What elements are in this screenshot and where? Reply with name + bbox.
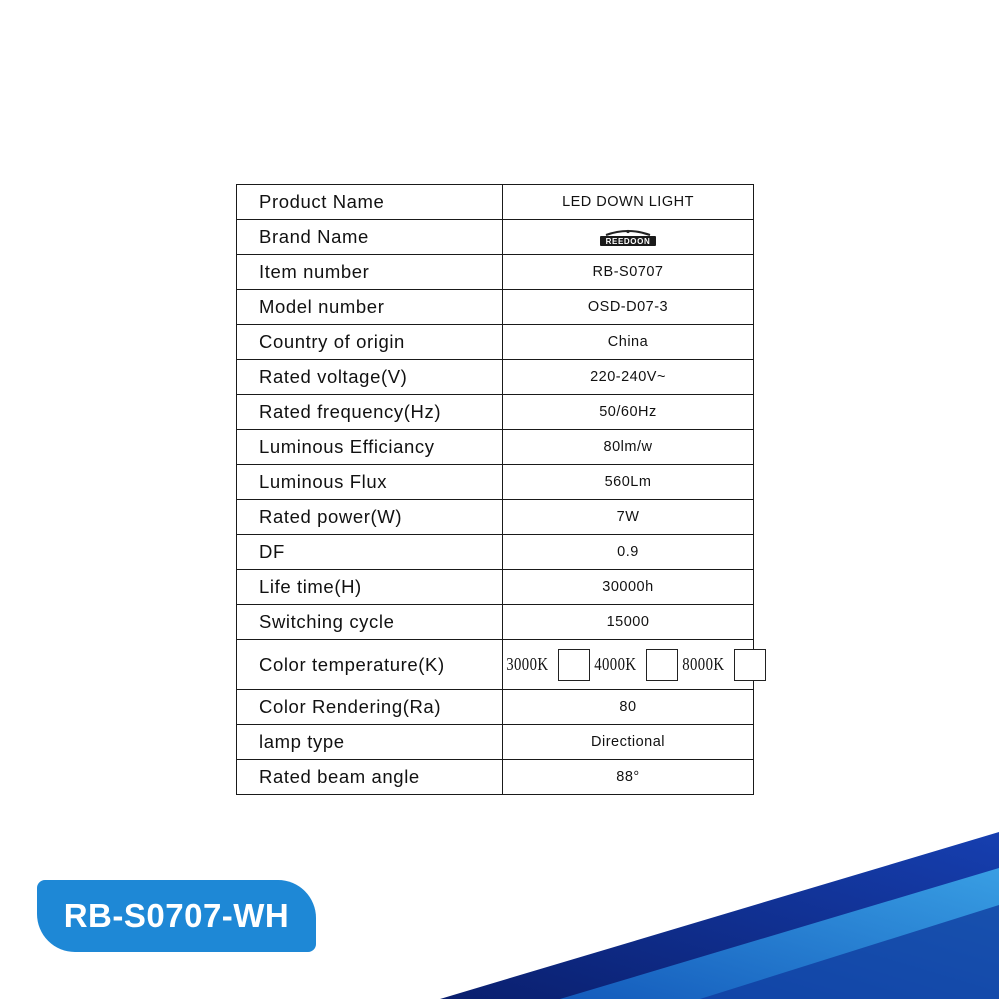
spec-row-model-number — [237, 290, 754, 325]
spec-value: 30000h — [503, 570, 754, 605]
spec-row-product-name — [237, 185, 754, 220]
spec-value: 15000 — [503, 605, 754, 640]
ct-checkbox — [734, 649, 766, 681]
spec-label: Item number — [237, 255, 503, 290]
spec-value: Directional — [503, 725, 754, 760]
spec-label: Brand Name — [237, 220, 503, 255]
spec-value: 80 — [503, 690, 754, 725]
ct-checkbox — [558, 649, 590, 681]
ct-checkbox — [646, 649, 678, 681]
spec-value: 0.9 — [503, 535, 754, 570]
spec-row-country — [237, 325, 754, 360]
spec-value: 7W — [503, 500, 754, 535]
spec-value: 88° — [503, 760, 754, 795]
spec-row-life-time — [237, 570, 754, 605]
spec-label: Life time(H) — [237, 570, 503, 605]
corner-shape-light — [560, 868, 999, 999]
spec-label: Country of origin — [237, 325, 503, 360]
brand-logo-cell — [503, 220, 754, 255]
brand-logo — [598, 228, 658, 246]
spec-label: DF — [237, 535, 503, 570]
spec-table — [236, 184, 754, 795]
spec-label: Color Rendering(Ra) — [237, 690, 503, 725]
spec-row-switching-cycle — [237, 605, 754, 640]
spec-value: 560Lm — [503, 465, 754, 500]
spec-value: 220-240V~ — [503, 360, 754, 395]
svg-text:REEDOON: REEDOON — [605, 237, 651, 246]
spec-row-rated-voltage — [237, 360, 754, 395]
spec-value: China — [503, 325, 754, 360]
ct-option-8000k — [682, 649, 770, 681]
spec-label: Color temperature(K) — [237, 640, 503, 690]
corner-shape-mid — [700, 905, 999, 999]
spec-label: Rated voltage(V) — [237, 360, 503, 395]
ct-option-label: 3000K — [506, 654, 549, 674]
spec-row-item-number — [237, 255, 754, 290]
spec-row-lamp-type — [237, 725, 754, 760]
spec-row-beam-angle — [237, 760, 754, 795]
spec-row-brand-name — [237, 220, 754, 255]
spec-row-luminous-flux — [237, 465, 754, 500]
spec-value: LED DOWN LIGHT — [503, 185, 754, 220]
spec-row-df — [237, 535, 754, 570]
ct-option-4000k — [594, 649, 682, 681]
spec-label: Rated frequency(Hz) — [237, 395, 503, 430]
spec-value: OSD-D07-3 — [503, 290, 754, 325]
ct-option-label: 4000K — [594, 654, 637, 674]
spec-row-rated-frequency — [237, 395, 754, 430]
model-badge-text: RB-S0707-WH — [63, 897, 290, 934]
color-temperature-options — [503, 640, 754, 690]
spec-value: 50/60Hz — [503, 395, 754, 430]
spec-label: Product Name — [237, 185, 503, 220]
model-badge — [37, 880, 316, 952]
spec-row-color-temperature — [237, 640, 754, 690]
spec-label: Luminous Efficiancy — [237, 430, 503, 465]
ct-option-label: 8000K — [682, 654, 725, 674]
spec-value: 80lm/w — [503, 430, 754, 465]
spec-label: Model number — [237, 290, 503, 325]
spec-label: Luminous Flux — [237, 465, 503, 500]
spec-row-color-rendering — [237, 690, 754, 725]
spec-label: Rated power(W) — [237, 500, 503, 535]
spec-value: RB-S0707 — [503, 255, 754, 290]
corner-shape-dark — [440, 832, 999, 999]
ct-option-3000k — [506, 649, 594, 681]
spec-label: lamp type — [237, 725, 503, 760]
spec-label: Rated beam angle — [237, 760, 503, 795]
spec-row-luminous-efficiency — [237, 430, 754, 465]
spec-label: Switching cycle — [237, 605, 503, 640]
spec-row-rated-power — [237, 500, 754, 535]
